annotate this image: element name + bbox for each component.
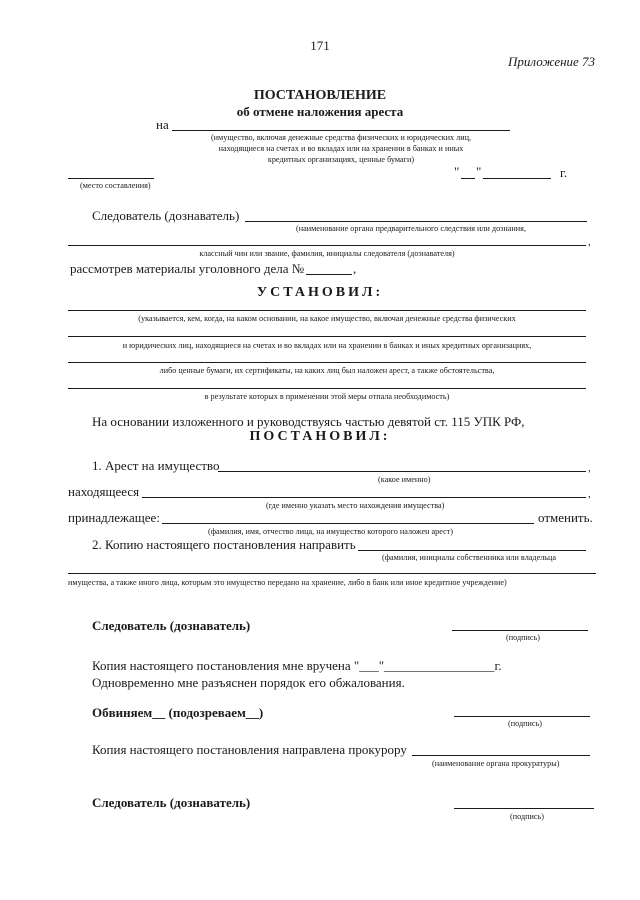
- rank-caption: классный чин или звание, фамилия, инициалы следователя (дознавателя): [199, 249, 455, 258]
- copy-sent-text: Копия настоящего постановления направлена прокурору: [92, 742, 407, 757]
- recipient-line[interactable]: [358, 550, 586, 551]
- established-caption-3: либо ценные бумаги, их сертификаты, на каких лиц был наложен арест, а также обстоятельства,: [159, 366, 495, 375]
- established-heading: УСТАНОВИЛ:: [256, 285, 384, 300]
- date-year-suffix: г.: [560, 165, 568, 180]
- belonging-label: принадлежащее:: [68, 510, 160, 525]
- signature1-line[interactable]: [452, 630, 588, 631]
- na-label: на: [156, 117, 169, 132]
- accused-label: Обвиняем__ (подозреваем__): [92, 705, 264, 720]
- date-quote-open: ": [454, 164, 460, 179]
- resolved-heading: ПОСТАНОВИЛ:: [249, 429, 391, 444]
- document-title: ПОСТАНОВЛЕНИЕ: [253, 88, 387, 103]
- location-comma: ,: [588, 488, 591, 500]
- case-number-line[interactable]: [306, 274, 352, 275]
- document-subtitle: об отмене наложения ареста: [236, 104, 404, 119]
- item2-label: 2. Копию настоящего постановления направить: [92, 537, 356, 552]
- established-line-1[interactable]: [68, 310, 586, 311]
- established-caption-1: (указывается, кем, когда, на каком основании, на какое имущество, включая денежные средства физических: [138, 314, 516, 323]
- property-kind-comma: ,: [588, 462, 591, 474]
- appendix-label: Приложение 73: [508, 54, 596, 69]
- item2-caption-full: имущества, а также иного лица, которым это имущество передано на хранение, либо в банк или иное кредитное учреждение): [68, 578, 507, 587]
- owner-line[interactable]: [162, 523, 534, 524]
- property-note-1: (имущество, включая денежные средства физических и юридических лиц,: [210, 133, 472, 142]
- located-label: находящееся: [68, 484, 140, 499]
- place-caption: (место составления): [80, 181, 151, 190]
- accused-signature-caption: (подпись): [508, 719, 542, 728]
- established-caption-2: и юридических лиц, находящиеся на счетах и во вкладах или на хранении в банках и иных кредитных организациях,: [122, 341, 532, 350]
- explained-text: Одновременно мне разъяснен порядок его обжалования.: [92, 675, 405, 690]
- investigator-label: Следователь (дознаватель): [92, 208, 240, 223]
- belonging-caption: (фамилия, имя, отчество лица, на имущество которого наложен арест): [208, 527, 454, 536]
- recipient-line-2[interactable]: [68, 573, 596, 574]
- date-day-line[interactable]: [461, 178, 475, 179]
- reviewed-tail: ,: [353, 261, 357, 276]
- location-line[interactable]: [142, 497, 586, 498]
- located-caption: (где именно указать место нахождения имущества): [266, 501, 445, 510]
- organ-caption: (наименование органа предварительного следствия или дознания,: [296, 224, 526, 233]
- rank-line[interactable]: [68, 245, 586, 246]
- prosecutor-caption: (наименование органа прокуратуры): [432, 759, 560, 768]
- established-line-4[interactable]: [68, 388, 586, 389]
- item1-caption: (какое именно): [378, 475, 431, 484]
- property-note-3: кредитных организациях, ценные бумаги): [267, 155, 415, 164]
- signature3-caption: (подпись): [510, 812, 544, 821]
- date-quote-close: ": [476, 164, 482, 179]
- property-line[interactable]: [172, 130, 510, 131]
- signature3-label: Следователь (дознаватель): [92, 795, 251, 810]
- property-kind-line[interactable]: [218, 471, 586, 472]
- established-caption-4: в результате которых в применении этой меры отпала необходимость): [204, 392, 450, 401]
- reviewed-text: рассмотрев материалы уголовного дела №: [70, 261, 305, 276]
- copy-received-text: Копия настоящего постановления мне вручена "___"_________________г.: [92, 658, 502, 673]
- established-line-3[interactable]: [68, 362, 586, 363]
- page-number: 171: [310, 38, 330, 53]
- place-line[interactable]: [68, 178, 154, 179]
- signature1-label: Следователь (дознаватель): [92, 618, 251, 633]
- date-month-line[interactable]: [483, 178, 551, 179]
- organ-line[interactable]: [245, 221, 587, 222]
- accused-signature-line[interactable]: [454, 716, 590, 717]
- rank-line-comma: ,: [588, 236, 591, 248]
- prosecutor-line[interactable]: [412, 755, 590, 756]
- cancel-word: отменить.: [538, 510, 593, 525]
- item2-caption-right: (фамилия, инициалы собственника или владельца: [382, 553, 557, 562]
- signature3-line[interactable]: [454, 808, 594, 809]
- property-note-2: находящиеся на счетах и во вкладах или на хранении в банках и иных: [218, 144, 464, 153]
- established-line-2[interactable]: [68, 336, 586, 337]
- signature1-caption: (подпись): [506, 633, 540, 642]
- item1-label: 1. Арест на имущество: [92, 458, 220, 473]
- basis-text: На основании изложенного и руководствуясь частью девятой ст. 115 УПК РФ,: [92, 414, 525, 429]
